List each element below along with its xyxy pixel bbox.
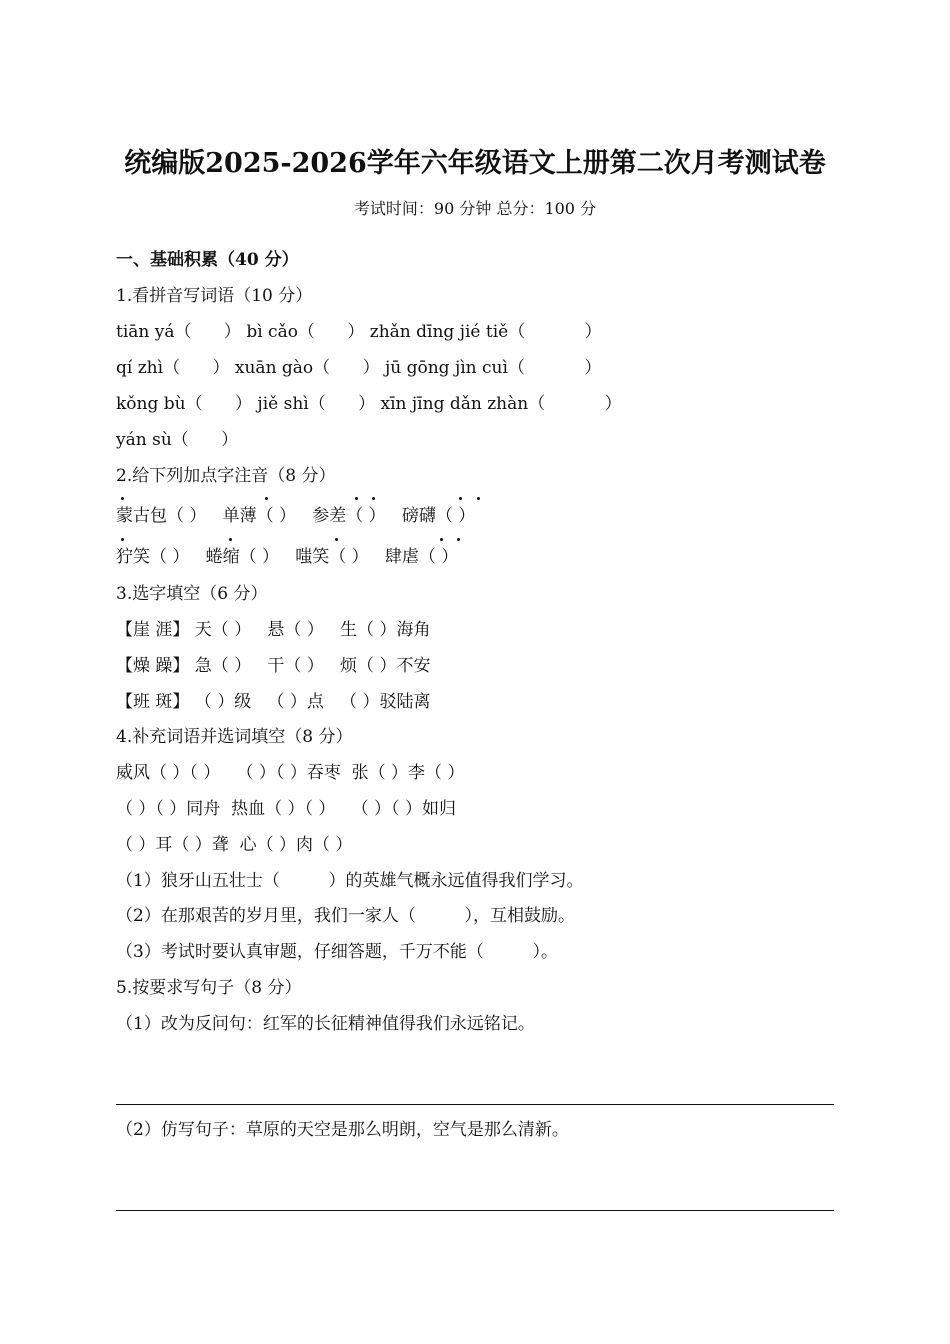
emphasis-dot [335,538,338,541]
question-1-row: yán sù（ ） [116,430,239,450]
question-4-row: 威风（ ）（ ） （ ）（ ）吞枣 张（ ）李（ ） [116,763,465,783]
section-heading: 一、基础积累（40 分） [116,250,299,270]
question-4-fill: （3）考试时要认真审题，仔细答题，千万不能（ ）。 [116,942,558,962]
question-2-row: 狞笑（ ） 蜷缩（ ） 嗤笑（ ） 肆虐（ ） [116,547,459,567]
emphasis-dot [265,497,268,500]
question-5-title: 5.按要求写句子（8 分） [116,978,302,998]
question-4-fill: （2）在那艰苦的岁月里，我们一家人（ ），互相鼓励。 [116,906,575,926]
emphasis-dot [229,538,232,541]
question-4-row: （ ）耳（ ）聋 心（ ）肉（ ） [116,835,353,855]
question-3-row: 【崖 涯】 天（ ） 悬（ ） 生（ ）海角 [116,620,431,640]
answer-line [116,1210,834,1211]
question-1-title: 1.看拼音写词语（10 分） [116,286,313,306]
emphasis-dot [477,497,480,500]
emphasis-dot [459,497,462,500]
question-5-item: （2）仿写句子：草原的天空是那么明朗，空气是那么清新。 [116,1120,569,1140]
exam-title: 统编版2025-2026学年六年级语文上册第二次月考测试卷 [124,148,826,179]
question-2-title: 2.给下列加点字注音（8 分） [116,466,336,486]
emphasis-dot [457,538,460,541]
question-1-row: tiān yá（ ） bì cǎo（ ） zhǎn dīng jié tiě（ ） [116,322,602,342]
question-1-row: qí zhì（ ） xuān gào（ ） jū gōng jìn cuì（ ） [116,358,602,378]
emphasis-dot [121,497,124,500]
exam-subtitle: 考试时间：90 分钟 总分：100 分 [353,199,597,218]
question-3-title: 3.选字填空（6 分） [116,584,268,604]
answer-line [116,1104,834,1105]
question-4-row: （ ）（ ）同舟 热血（ ）（ ） （ ）（ ）如归 [116,799,456,819]
question-3-row: 【班 斑】 （ ）级 （ ）点 （ ）驳陆离 [116,692,431,712]
question-1-row: kǒng bù（ ） jiě shì（ ） xīn jīng dǎn zhàn（ ） [116,394,622,414]
question-2-row: 蒙古包（ ） 单薄（ ） 参差（ ） 磅礴（ ） [116,506,476,526]
emphasis-dot [372,497,375,500]
emphasis-dot [440,538,443,541]
question-5-item: （1）改为反问句：红军的长征精神值得我们永远铭记。 [116,1014,535,1034]
question-4-title: 4.补充词语并选词填空（8 分） [116,727,353,747]
question-4-fill: （1）狼牙山五壮士（ ）的英雄气概永远值得我们学习。 [116,871,584,891]
emphasis-dot [355,497,358,500]
question-3-row: 【燥 躁】 急（ ） 干（ ） 烦（ ）不安 [116,656,431,676]
emphasis-dot [121,538,124,541]
